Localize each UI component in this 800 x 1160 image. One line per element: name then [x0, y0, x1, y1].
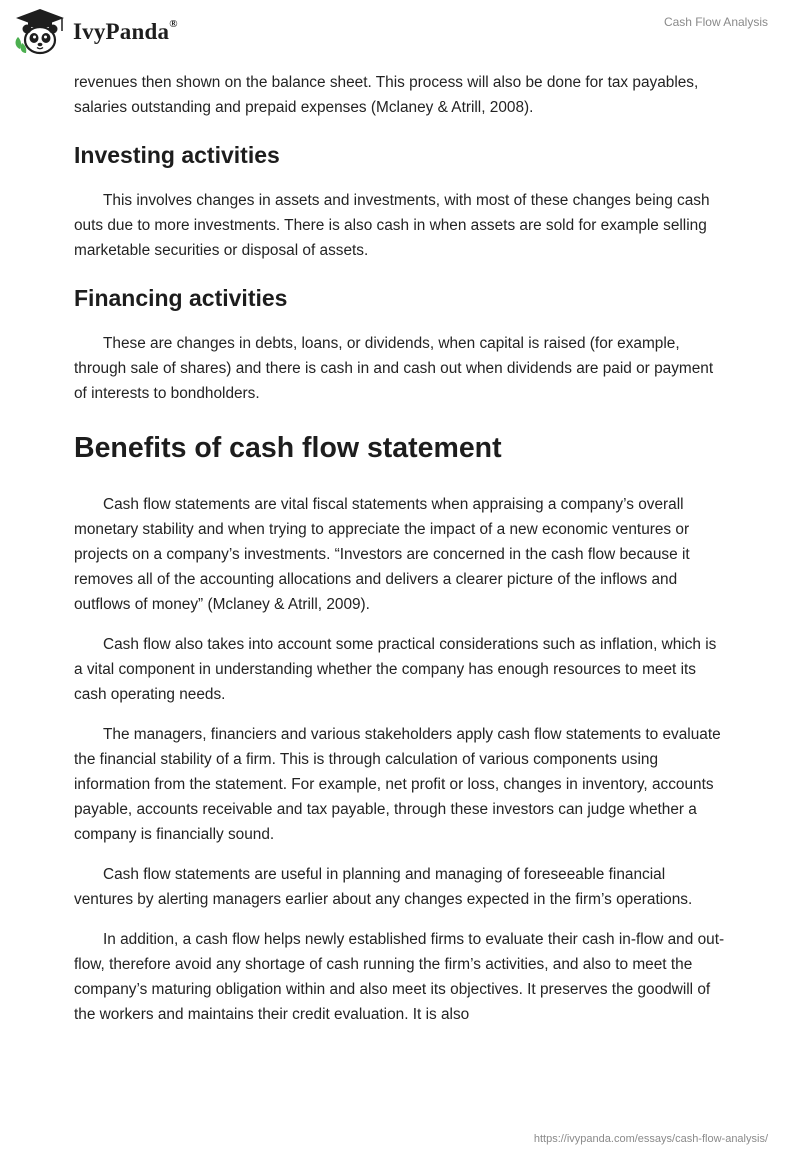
intro-continuation-paragraph: revenues then shown on the balance sheet. This process will also be done for tax payables, salaries outstanding and prepaid expenses (Mclaney & Atrill, 2008).	[74, 74, 699, 116]
financing-activities-heading: Financing activities	[74, 285, 288, 311]
benefits-paragraph-3: The managers, financiers and various stakeholders apply cash flow statements to evaluate the financial stability of a firm. This is through calculation of various components using information from the statement. For example, net profit or loss, changes in inventory, accounts payable, accounts receivable and tax payable, through these investors can judge whether a company is financially sound.	[74, 726, 721, 843]
document-title: Cash Flow Analysis	[663, 15, 768, 29]
page-header	[0, 0, 800, 70]
benefits-paragraph-1: Cash flow statements are vital fiscal statements when appraising a company’s overall monetary stability and when trying to appreciate the impact of a new economic ventures or projects on a company’s investments. “Investors are concerned in the cash flow because it removes all of the accounting allocations and delivers a clearer picture of the inflows and outflows of money” (Mclaney & Atrill, 2009).	[74, 496, 690, 613]
benefits-heading: Benefits of cash flow statement	[74, 432, 502, 464]
investing-activities-heading: Investing activities	[74, 142, 280, 168]
benefits-paragraph-2: Cash flow also takes into account some practical considerations such as inflation, which is a vital component in understanding whether the company has enough resources to meet its cash operating needs.	[74, 636, 717, 703]
essay-content	[74, 70, 726, 1027]
ivypanda-logo[interactable]	[12, 7, 178, 57]
investing-activities-paragraph: This involves changes in assets and investments, with most of these changes being cash outs due to more investments. There is also cash in when assets are sold for example selling marketable securities or disposal of assets.	[74, 192, 710, 259]
brand-name: IvyPanda®	[73, 18, 178, 44]
benefits-paragraph-4: Cash flow statements are useful in planning and managing of foreseeable financial ventures by alerting managers earlier about any changes expected in the firm’s operations.	[74, 866, 693, 908]
panda-graduate-icon	[12, 7, 68, 57]
source-url-link[interactable]: https://ivypanda.com/essays/cash-flow-analysis/	[533, 1133, 768, 1145]
financing-activities-paragraph: These are changes in debts, loans, or dividends, when capital is raised (for example, through sale of shares) and there is cash in and cash out when dividends are paid or payment of interests to bondholders.	[74, 335, 714, 402]
benefits-paragraph-5: In addition, a cash flow helps newly established firms to evaluate their cash in-flow and out-flow, therefore avoid any shortage of cash running the firm’s activities, and also to meet the company’s maturing obligation within and also meet its objectives. It preserves the goodwill of the workers and maintains their credit evaluation. It is also	[74, 931, 725, 1023]
